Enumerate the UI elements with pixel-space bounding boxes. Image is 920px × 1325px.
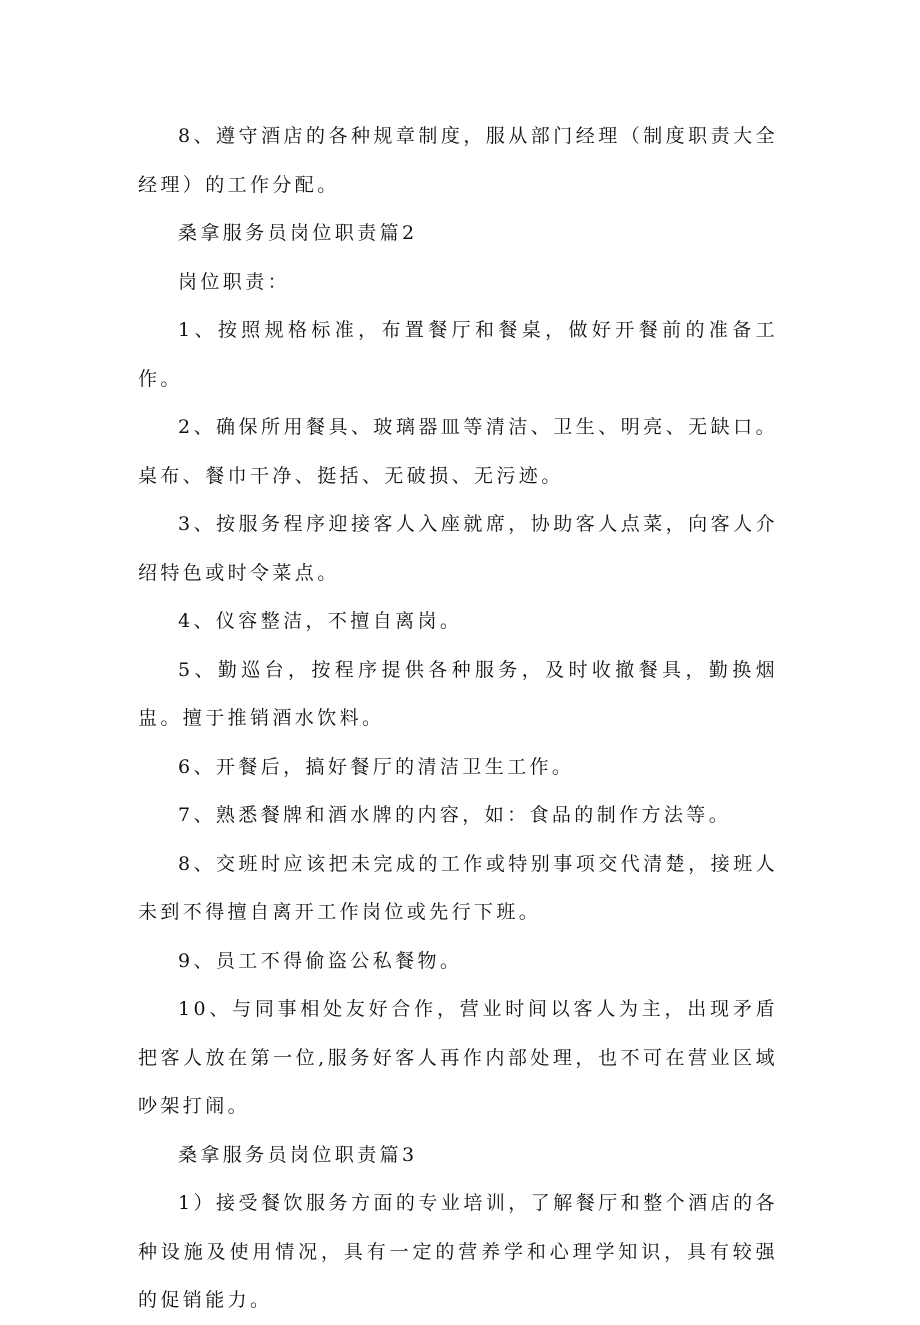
duty-item-9: 9、员工不得偷盗公私餐物。	[178, 949, 463, 972]
duty-item-8-obey-rules: 8、遵守酒店的各种规章制度，服从部门经理（制度职责大全经理）的工作分配。	[138, 125, 778, 196]
duty-item-8: 8、交班时应该把未完成的工作或特别事项交代清楚，接班人未到不得擅自离开工作岗位或先行下班。	[138, 852, 778, 923]
duty-item-4: 4、仪容整洁，不擅自离岗。	[178, 610, 463, 632]
duty-item-10: 10、与同事相处友好合作，营业时间以客人为主，出现矛盾把客人放在第一位,服务好客人再作内部处理，也不可在营业区域吵架打闹。	[138, 998, 778, 1117]
duty-item-1: 1、按照规格标准，布置餐厅和餐桌，做好开餐前的准备工作。	[138, 319, 778, 390]
section-heading-part-2: 桑拿服务员岗位职责篇2	[178, 222, 418, 244]
document-body	[138, 112, 778, 1325]
section-heading-part-3: 桑拿服务员岗位职责篇3	[178, 1143, 418, 1166]
duty-item-2: 2、确保所用餐具、玻璃器皿等清洁、卫生、明亮、无缺口。桌布、餐巾干净、挺括、无破损、无污迹。	[138, 416, 778, 487]
duty-item-3: 3、按服务程序迎接客人入座就席，协助客人点菜，向客人介绍特色或时令菜点。	[138, 513, 778, 584]
subheading-job-duties: 岗位职责：	[178, 270, 291, 293]
duty-item-6: 6、开餐后，搞好餐厅的清洁卫生工作。	[178, 755, 575, 778]
duty-item-7: 7、熟悉餐牌和酒水牌的内容，如：食品的制作方法等。	[178, 804, 732, 826]
duty-item-3-1: 1）接受餐饮服务方面的专业培训，了解餐厅和整个酒店的各种设施及使用情况，具有一定的营养学和心理学知识，具有较强的促销能力。	[138, 1192, 778, 1311]
duty-item-5: 5、勤巡台，按程序提供各种服务，及时收撤餐具，勤换烟盅。擅于推销酒水饮料。	[138, 658, 778, 729]
